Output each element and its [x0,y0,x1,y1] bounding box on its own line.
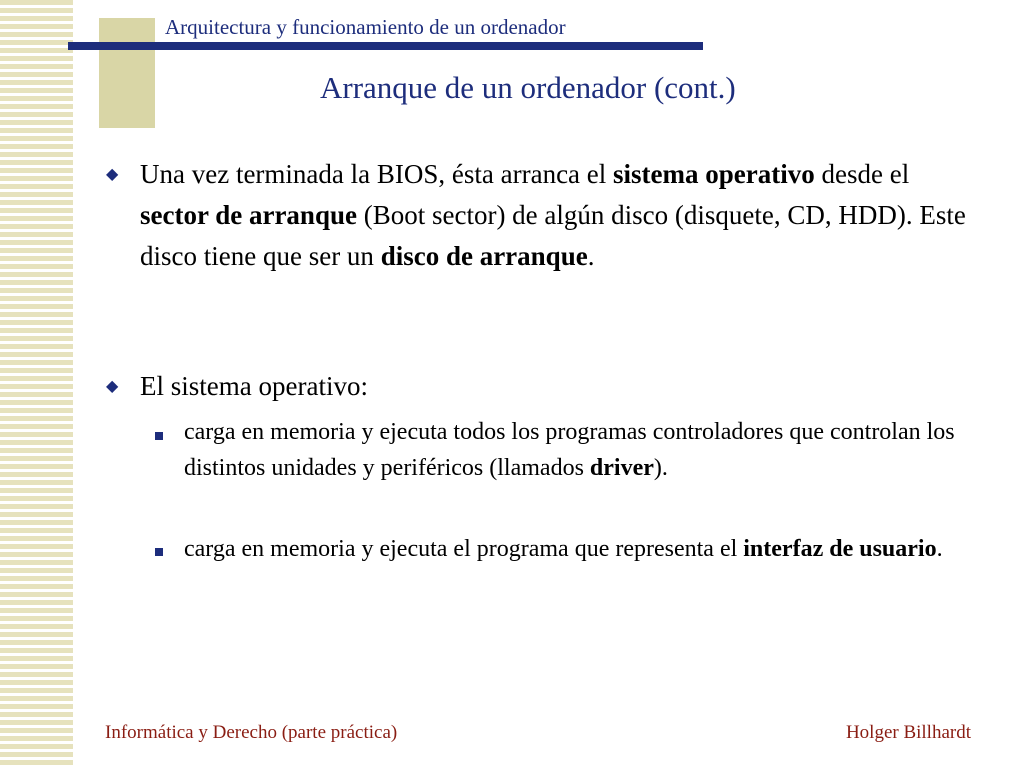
header-decoration-square [99,18,155,128]
bullet-text: (Boot sector) de algún disco (disquete, CD, HDD). Este disco tiene que ser un [140,200,966,271]
bullet-bold-term: sistema operativo [613,159,815,189]
sub-bullet-text: . [936,536,943,562]
bullet-bold-term: sector de arranque [140,200,357,230]
sub-bullet-item [184,531,984,567]
footer-author: Holger Billhardt [845,722,971,743]
footer-course-name: Informática y Derecho (parte práctica) [105,722,398,743]
sub-bullet-bold-term: interfaz de usuario [743,536,937,562]
bullet-item [140,154,970,277]
diamond-bullet-icon: ◆ [106,166,119,183]
sub-bullet-text: carga en memoria y ejecuta todos los programas controladores que controlan los distintos unidades y periféricos (llamados [184,419,955,481]
bullet-text: desde el [814,159,910,189]
bullet-item: El sistema operativo: [140,371,368,401]
square-bullet-icon [155,548,163,556]
course-title: Arquitectura y funcionamiento de un ordenador [165,15,566,39]
bullet-text: Una vez terminada la BIOS, ésta arranca el [140,159,614,189]
diamond-bullet-icon: ◆ [106,378,119,395]
sub-bullet-item [184,414,984,486]
left-stripe-decoration [0,0,73,768]
sub-bullet-text: ). [653,455,668,481]
header-rule [68,42,703,50]
sub-bullet-bold-term: driver [589,455,654,481]
slide-title: Arranque de un ordenador (cont.) [320,70,736,105]
bullet-bold-term: disco de arranque [380,241,588,271]
bullet-text: . [587,241,595,271]
sub-bullet-text: carga en memoria y ejecuta el programa que representa el [184,536,744,562]
square-bullet-icon [155,432,163,440]
